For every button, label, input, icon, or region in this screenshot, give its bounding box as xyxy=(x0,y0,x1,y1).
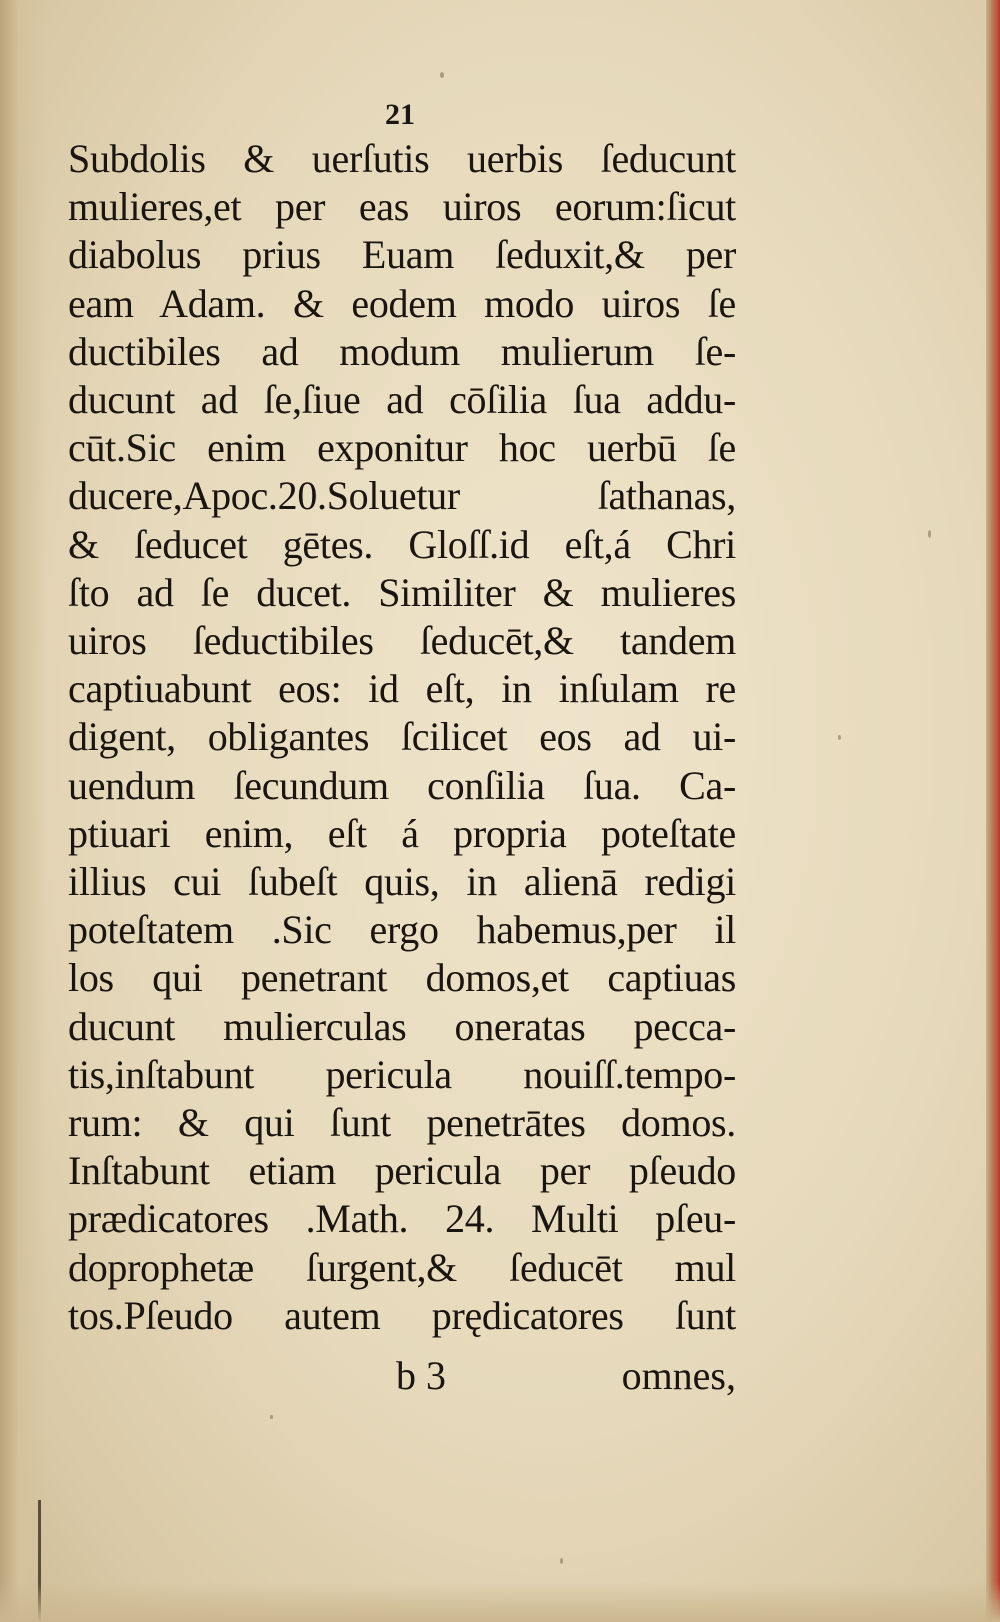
text-line: ptiuari enim, eſt á propria poteſtate xyxy=(68,810,736,856)
text-line: ſto ad ſe ducet. Similiter & mulieres xyxy=(68,569,736,615)
text-line: & ſeducet gētes. Gloſſ.id eſt,á Chri xyxy=(68,521,736,567)
text-line: prædicatores .Math. 24. Multi pſeu- xyxy=(68,1196,736,1242)
paper-speck xyxy=(560,1558,563,1564)
text-line: doprophetæ ſurgent,& ſeducēt mul xyxy=(68,1244,736,1290)
text-line: uiros ſeductibiles ſeducēt,& tandem xyxy=(68,618,736,664)
body-text xyxy=(68,135,736,1340)
text-line: cūt.Sic enim exponitur hoc uerbū ſe xyxy=(68,425,736,471)
text-line: rum: & qui ſunt penetrātes domos. xyxy=(68,1100,736,1146)
page-bottom-edge xyxy=(0,1582,1000,1622)
text-line: uendum ſecundum conſilia ſua. Ca- xyxy=(68,762,736,808)
text-line: diabolus prius Euam ſeduxit,& per xyxy=(68,232,736,278)
text-line: ducunt mulierculas oneratas pecca- xyxy=(68,1003,736,1049)
signature-mark: b 3 xyxy=(396,1353,446,1398)
text-line: mulieres,et per eas uiros eorum:ſicut xyxy=(68,184,736,230)
paper-speck xyxy=(440,72,444,78)
paper-speck xyxy=(838,735,841,740)
text-line: eam Adam. & eodem modo uiros ſe xyxy=(68,280,736,326)
text-line: captiuabunt eos: id eſt, in inſulam re xyxy=(68,666,736,712)
text-line: ducere,Apoc.20.Soluetur ſathanas, xyxy=(68,473,736,519)
page-edge-red xyxy=(986,0,1000,1622)
text-line: Inſtabunt etiam pericula per pſeudo xyxy=(68,1148,736,1194)
page-number: 21 xyxy=(385,98,415,131)
text-line: ducunt ad ſe,ſiue ad cōſilia ſua addu- xyxy=(68,377,736,423)
gutter-shadow xyxy=(0,0,48,1622)
paper-speck xyxy=(270,1415,273,1419)
catchword: omnes, xyxy=(621,1353,736,1398)
text-line: Subdolis & uerſutis uerbis ſeducunt xyxy=(68,136,736,181)
text-line: digent, obligantes ſcilicet eos ad ui- xyxy=(68,714,736,760)
text-line: los qui penetrant domos,et captiuas xyxy=(68,955,736,1001)
text-line: ductibiles ad modum mulierum ſe- xyxy=(68,328,736,374)
text-line: tis,inſtabunt pericula nouiſſ.tempo- xyxy=(68,1051,736,1097)
text-line: tos.Pſeudo autem prędicatores ſunt xyxy=(68,1292,736,1338)
text-line: illius cui ſubeſt quis, in alienā redigi xyxy=(68,859,736,905)
footer-line xyxy=(396,1352,736,1400)
paper-speck xyxy=(928,530,931,538)
text-line: poteſtatem .Sic ergo habemus,per il xyxy=(68,907,736,953)
